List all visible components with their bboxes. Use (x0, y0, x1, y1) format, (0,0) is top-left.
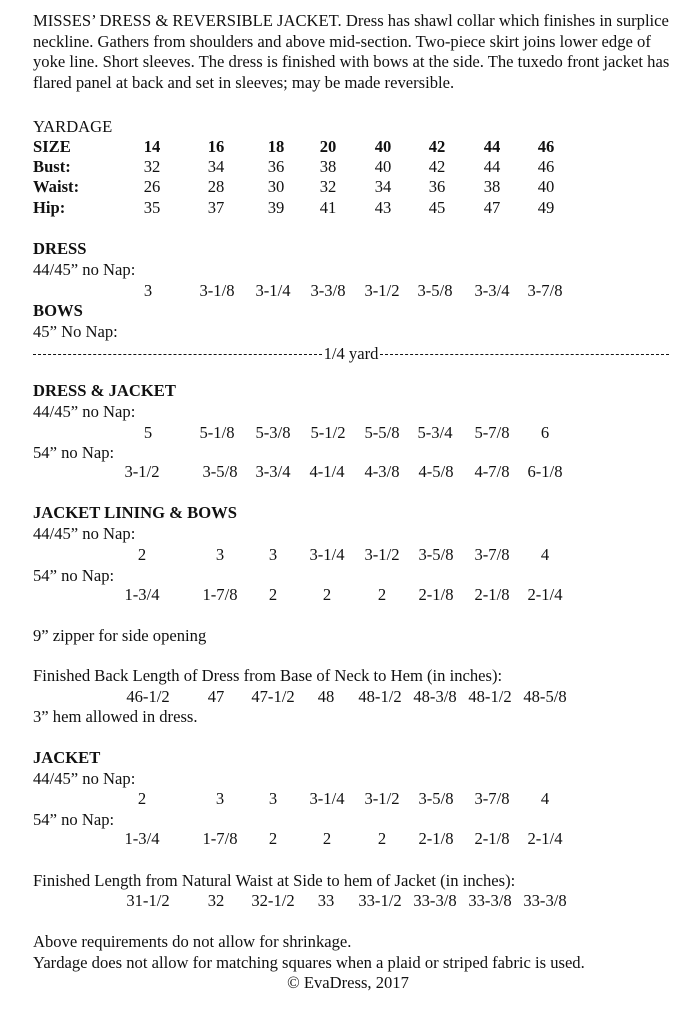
bust-cell: 42 (428, 157, 446, 176)
jacket-4445-cell: 4 (540, 789, 550, 808)
waist-cell: 34 (374, 177, 392, 196)
jacket-4445-cell: 3 (215, 789, 225, 808)
back-length-cell: 48 (317, 687, 335, 706)
bust-cell: 40 (374, 157, 392, 176)
hip-cell: 37 (207, 198, 225, 217)
lining-bows-54-cell: 2-1/8 (418, 585, 454, 604)
dress-fabric-label: 44/45” no Nap: (33, 260, 136, 279)
jacket-4445-cell: 2 (137, 789, 147, 808)
back-length-cell: 48-1/2 (468, 687, 512, 706)
jacket-4445-cell: 3-5/8 (418, 789, 454, 808)
jacket-length-cell: 33-3/8 (413, 891, 457, 910)
size-cell: 14 (143, 137, 161, 156)
waist-cell: 30 (267, 177, 285, 196)
dress-jacket-label-4445: 44/45” no Nap: (33, 402, 136, 421)
size-cell: 20 (319, 137, 337, 156)
jacket-54-cell: 1-7/8 (202, 829, 238, 848)
dress-jacket-label-54: 54” no Nap: (33, 443, 115, 462)
jacket-length-cell: 32 (207, 891, 225, 910)
size-cell: 18 (267, 137, 285, 156)
lining-bows-4445-cell: 4 (540, 545, 550, 564)
hem-note: 3” hem allowed in dress. (33, 707, 198, 726)
lining-bows-4445-cell: 3-5/8 (418, 545, 454, 564)
dress-heading: DRESS (33, 239, 87, 258)
size-label: SIZE (33, 137, 71, 156)
lining-bows-54-cell: 2 (268, 585, 278, 604)
dress-jacket-heading: DRESS & JACKET (33, 381, 176, 400)
bows-fabric-label: 45” No Nap: (33, 322, 118, 341)
bows-heading: BOWS (33, 301, 83, 320)
dress-jacket-4445-cell: 5-3/4 (417, 423, 453, 442)
dress-yardage-cell: 3-3/8 (310, 281, 346, 300)
jacket-heading: JACKET (33, 748, 101, 767)
bust-cell: 32 (143, 157, 161, 176)
dress-jacket-4445-cell: 5 (143, 423, 153, 442)
jacket-length-cell: 31-1/2 (126, 891, 170, 910)
lining-bows-label-4445: 44/45” no Nap: (33, 524, 136, 543)
jacket-4445-cell: 3-7/8 (474, 789, 510, 808)
size-cell: 40 (374, 137, 392, 156)
dress-yardage-cell: 3-3/4 (474, 281, 510, 300)
yardage-heading: YARDAGE (33, 117, 113, 136)
lining-bows-54-cell: 2 (322, 585, 332, 604)
lining-bows-4445-cell: 3 (215, 545, 225, 564)
lining-bows-4445-cell: 3-1/2 (364, 545, 400, 564)
lining-bows-4445-cell: 3-1/4 (309, 545, 345, 564)
jacket-54-cell: 1-3/4 (124, 829, 160, 848)
lining-bows-label-54: 54” no Nap: (33, 566, 115, 585)
jacket-length-cell: 33 (317, 891, 335, 910)
dress-yardage-cell: 3-7/8 (527, 281, 563, 300)
dress-yardage-cell: 3-1/8 (199, 281, 235, 300)
jacket-length-cell: 33-1/2 (358, 891, 402, 910)
jacket-54-cell: 2 (268, 829, 278, 848)
dress-jacket-54-cell: 3-1/2 (124, 462, 160, 481)
lining-bows-54-cell: 1-7/8 (202, 585, 238, 604)
dress-jacket-4445-cell: 5-5/8 (364, 423, 400, 442)
dress-jacket-54-cell: 3-3/4 (255, 462, 291, 481)
size-cell: 16 (207, 137, 225, 156)
back-length-cell: 47-1/2 (251, 687, 295, 706)
waist-cell: 28 (207, 177, 225, 196)
hip-cell: 43 (374, 198, 392, 217)
jacket-length-heading: Finished Length from Natural Waist at Side to hem of Jacket (in inches): (33, 871, 516, 890)
size-cell: 44 (483, 137, 501, 156)
dress-yardage-cell: 3-1/4 (255, 281, 291, 300)
bust-cell: 38 (319, 157, 337, 176)
bust-cell: 36 (267, 157, 285, 176)
waist-cell: 36 (428, 177, 446, 196)
dress-yardage-cell: 3 (143, 281, 153, 300)
dress-jacket-54-cell: 6-1/8 (527, 462, 563, 481)
hip-cell: 41 (319, 198, 337, 217)
dress-jacket-4445-cell: 5-3/8 (255, 423, 291, 442)
hip-label: Hip: (33, 198, 66, 217)
zipper-note: 9” zipper for side opening (33, 626, 207, 645)
hip-cell: 47 (483, 198, 501, 217)
dress-jacket-4445-cell: 5-1/2 (310, 423, 346, 442)
lining-bows-54-cell: 1-3/4 (124, 585, 160, 604)
hip-cell: 45 (428, 198, 446, 217)
lining-bows-heading: JACKET LINING & BOWS (33, 503, 237, 522)
bust-cell: 46 (537, 157, 555, 176)
dress-jacket-54-cell: 4-3/8 (364, 462, 400, 481)
waist-cell: 40 (537, 177, 555, 196)
bust-label: Bust: (33, 157, 71, 176)
back-length-cell: 48-1/2 (358, 687, 402, 706)
jacket-54-cell: 2-1/8 (418, 829, 454, 848)
copyright: © EvaDress, 2017 (287, 973, 409, 992)
jacket-label-4445: 44/45” no Nap: (33, 769, 136, 788)
lining-bows-54-cell: 2-1/8 (474, 585, 510, 604)
waist-cell: 26 (143, 177, 161, 196)
dress-jacket-54-cell: 4-1/4 (309, 462, 345, 481)
jacket-length-cell: 33-3/8 (523, 891, 567, 910)
hip-cell: 35 (143, 198, 161, 217)
bust-cell: 44 (483, 157, 501, 176)
jacket-length-cell: 33-3/8 (468, 891, 512, 910)
lining-bows-4445-cell: 3 (268, 545, 278, 564)
jacket-label-54: 54” no Nap: (33, 810, 115, 829)
back-length-cell: 48-5/8 (523, 687, 567, 706)
waist-cell: 38 (483, 177, 501, 196)
size-cell: 46 (537, 137, 555, 156)
lining-bows-4445-cell: 3-7/8 (474, 545, 510, 564)
jacket-4445-cell: 3 (268, 789, 278, 808)
jacket-4445-cell: 3-1/4 (309, 789, 345, 808)
dress-jacket-4445-cell: 5-7/8 (474, 423, 510, 442)
dress-yardage-cell: 3-5/8 (417, 281, 453, 300)
jacket-54-cell: 2-1/4 (527, 829, 563, 848)
back-length-cell: 46-1/2 (126, 687, 170, 706)
dashed-divider (33, 354, 322, 355)
shrinkage-note: Above requirements do not allow for shrinkage. (33, 932, 352, 951)
jacket-54-cell: 2 (377, 829, 387, 848)
jacket-54-cell: 2-1/8 (474, 829, 510, 848)
jacket-54-cell: 2 (322, 829, 332, 848)
lining-bows-4445-cell: 2 (137, 545, 147, 564)
lining-bows-54-cell: 2-1/4 (527, 585, 563, 604)
dress-jacket-54-cell: 4-5/8 (418, 462, 454, 481)
dashed-divider (380, 354, 669, 355)
bust-cell: 34 (207, 157, 225, 176)
back-length-heading: Finished Back Length of Dress from Base of Neck to Hem (in inches): (33, 666, 503, 685)
plaid-note: Yardage does not allow for matching squares when a plaid or striped fabric is used. (33, 953, 585, 972)
back-length-cell: 47 (207, 687, 225, 706)
dress-jacket-4445-cell: 6 (540, 423, 550, 442)
lining-bows-54-cell: 2 (377, 585, 387, 604)
pattern-description: MISSES’ DRESS & REVERSIBLE JACKET. Dress has shawl collar which finishes in surplice neckline. Gathers from shoulders and above mid-section. Two-piece skirt joins lower edge of yoke line. Short sleeves. The dress is finished with bows at the side. The tuxedo front jacket has flared panel at back and set in sleeves; may be made reversible. (33, 11, 670, 92)
waist-cell: 32 (319, 177, 337, 196)
jacket-length-cell: 32-1/2 (251, 891, 295, 910)
bows-yardage-value: 1/4 yard (323, 344, 379, 363)
hip-cell: 39 (267, 198, 285, 217)
bows-yardage-row (33, 344, 669, 364)
dress-jacket-54-cell: 3-5/8 (202, 462, 238, 481)
waist-label: Waist: (33, 177, 80, 196)
size-cell: 42 (428, 137, 446, 156)
dress-jacket-4445-cell: 5-1/8 (199, 423, 235, 442)
jacket-4445-cell: 3-1/2 (364, 789, 400, 808)
back-length-cell: 48-3/8 (413, 687, 457, 706)
hip-cell: 49 (537, 198, 555, 217)
dress-yardage-cell: 3-1/2 (364, 281, 400, 300)
dress-jacket-54-cell: 4-7/8 (474, 462, 510, 481)
